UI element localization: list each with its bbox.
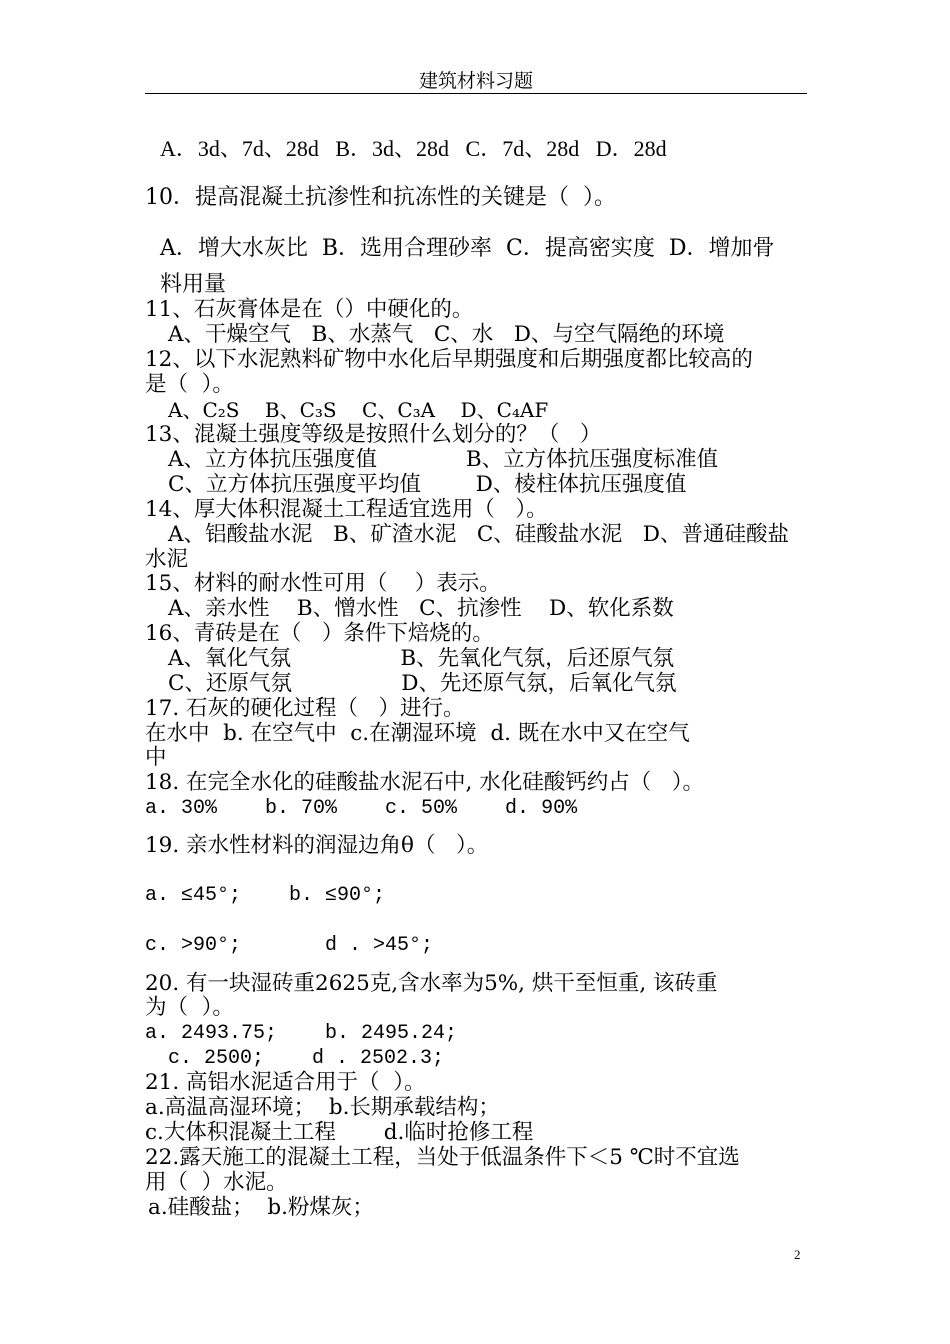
page-number: 2 [794,1247,801,1262]
q17-options: 在水中 b. 在空气中 c.在潮湿环境 d. 既在水中又在空气 [145,721,690,746]
q17-stem: 17. 石灰的硬化过程（ ）进行。 [145,696,465,721]
q20-stem-cont: 为（ ）。 [145,995,234,1020]
q17-options-cont: 中 [145,745,167,770]
q12-stem-cont: 是（ ）。 [145,372,234,397]
q21-options-ab: a.高温高湿环境； b.长期承载结构； [145,1095,500,1120]
q22-options: a.硅酸盐； b.粉煤灰； [148,1195,374,1220]
q19-stem: 19. 亲水性材料的润湿边角θ（ ）。 [145,833,489,858]
q21-options-cd: c.大体积混凝土工程 d.临时抢修工程 [145,1120,534,1145]
q14-stem: 14、厚大体积混凝土工程适宜选用（ ）。 [145,497,548,522]
q15-options: A、亲水性 B、憎水性 C、抗渗性 D、软化系数 [168,596,674,621]
q12-options: A、C₂S B、C₃S C、C₃A D、C₄AF [168,398,549,422]
q10-options-cont: 料用量 [160,272,227,297]
q20-options-ab: a. 2493.75; b. 2495.24; [145,1022,458,1045]
q11-options: A、干燥空气 B、水蒸气 C、水 D、与空气隔绝的环境 [168,322,725,347]
q20-stem: 20. 有一块湿砖重2625克,含水率为5%, 烘干至恒重, 该砖重 [145,971,718,996]
q15-stem: 15、材料的耐水性可用（ ）表示。 [145,571,501,596]
q22-stem-cont: 用（ ）水泥。 [145,1170,288,1195]
q14-options-cont: 水泥 [145,547,189,572]
q18-options: a. 30% b. 70% c. 50% d. 90% [145,797,578,820]
header-rule [145,93,807,94]
q19-options-ab: a. ≤45°; b. ≤90°; [145,884,386,907]
q20-options-cd: c. 2500; d . 2502.3; [168,1047,445,1070]
q13-options-ab: A、立方体抗压强度值 B、立方体抗压强度标准值 [168,447,719,472]
q21-stem: 21. 高铝水泥适合用于（ ）。 [145,1070,426,1095]
q14-options: A、铝酸盐水泥 B、矿渣水泥 C、硅酸盐水泥 D、普通硅酸盐 [168,522,790,547]
q22-stem: 22.露天施工的混凝土工程，当处于低温条件下＜5 ℃时不宜选 [145,1145,740,1170]
q18-stem: 18. 在完全水化的硅酸盐水泥石中, 水化硅酸钙约占（ ）。 [145,770,704,795]
q9-options: A．3d、7d、28d B．3d、28d C．7d、28d D．28d [160,136,667,161]
q16-options-ab: A、氧化气氛 B、先氧化气氛，后还原气氛 [168,646,675,671]
q11-stem: 11、石灰膏体是在（）中硬化的。 [145,297,474,322]
q10-options: A．增大水灰比 B．选用合理砂率 C．提高密实度 D．增加骨 [160,236,775,261]
q16-stem: 16、青砖是在（ ）条件下焙烧的。 [145,621,494,646]
q13-stem: 13、混凝土强度等级是按照什么划分的？（ ） [145,422,602,447]
q12-stem: 12、以下水泥熟料矿物中水化后早期强度和后期强度都比较高的 [145,347,753,372]
q16-options-cd: C、还原气氛 D、先还原气氛，后氧化气氛 [168,671,677,696]
q10-stem: 10．提高混凝土抗渗性和抗冻性的关键是（ ）。 [145,185,616,210]
q13-options-cd: C、立方体抗压强度平均值 D、棱柱体抗压强度值 [168,472,687,497]
page-header-title: 建筑材料习题 [418,70,533,92]
q19-options-cd: c. >90°; d . >45°; [145,934,434,957]
